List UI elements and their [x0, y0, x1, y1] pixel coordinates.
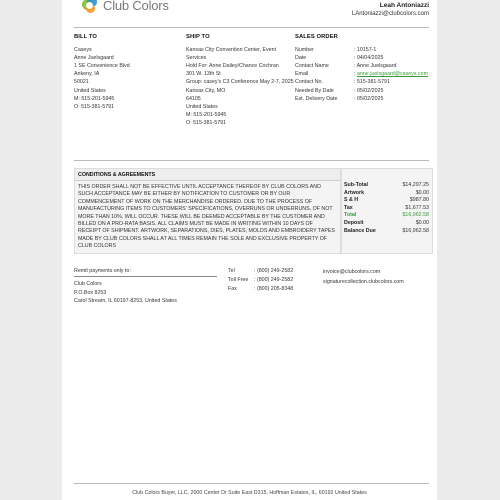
ship-to-line: 301 W. 13th St: [186, 71, 221, 78]
sales-order-row: [295, 95, 428, 103]
ship-to-line: O: 515-381-5791: [186, 119, 227, 126]
totals-value: $1,677.53: [405, 204, 429, 211]
phone-value: : (800) 205-8348: [254, 286, 294, 293]
bill-to-line: Anne Juelsgaard: [74, 55, 114, 62]
sales-order-row: [295, 46, 428, 54]
bill-to-line: O: 515-381-5791: [74, 103, 115, 110]
bill-to-section: [74, 33, 174, 111]
section-divider: [74, 160, 429, 161]
email-prefix: :: [354, 71, 357, 78]
ship-to-line: Hold For: Anne Dailey/Chance Cochran: [186, 63, 279, 70]
totals-value: $0.00: [415, 219, 429, 226]
totals-value: $0.00: [415, 189, 429, 196]
sales-order-row: [295, 78, 428, 86]
contact-email[interactable]: LAntoniazzi@clubcolors.com: [351, 11, 429, 17]
ship-to-line: Kansas City Convention Center, Event Services: [186, 47, 277, 62]
totals-row: [344, 190, 429, 198]
ship-to-line: M: 515-201-5945: [186, 111, 227, 118]
sales-order-value: : 515-381-5791: [354, 79, 390, 86]
sales-order-value: : 05/02/2025: [354, 95, 384, 102]
bill-to-line: 50021: [74, 79, 89, 86]
ship-to-line: 64105: [186, 95, 201, 102]
logo-mark-icon: [80, 0, 100, 15]
phone-label: Tel: [228, 268, 235, 274]
phone-label: Toll Free: [228, 277, 249, 284]
bill-to-line: United States: [74, 87, 106, 94]
sales-order-label: Needed By Date: [295, 87, 334, 94]
sales-order-section: [295, 33, 435, 103]
sales-order-value: : 10157-1: [354, 47, 377, 54]
invoice-email-link[interactable]: invoice@clubcolors.com: [323, 269, 381, 275]
bill-to-line: M: 515-201-5945: [74, 95, 115, 102]
web-section: [323, 267, 404, 287]
sales-order-title: SALES ORDER: [295, 34, 338, 40]
sales-order-label: Contact No.: [295, 79, 323, 86]
conditions-text: THIS ORDER SHALL NOT BE EFFECTIVE UNTIL ACCEPTANCE THEREOF BY CLUB COLORS AND SUCH ACCEPTANCE MAY BE EITHER BY NOTIFICATION TO CUSTOMER OR BY OUR COMMENCEMENT OF WORK ON THE MERCHANDISE ORDERED. DUE TO THE PROCESS OF MANUFACTURING ITEMS TO CUSTOMERS' SPECIFICATIONS, OVERRUNS OR UNDERRUNS, OF NOT MORE THAN 10%, WILL OCCUR. THESE WILL BE DEEMED ACCEPTABLE BY THE CUSTOMER AND BILLED ON A PRO-RATA BASIS. ALL CLAIMS MUST BE MADE IN WRITING WITHIN 10 DAYS OF RECEIPT OF SHIPMENT. ARTWORK, SEPARATIONS, DIES, PLATES, MOLDS AND EMBROIDERY TAPES MADE BY CLUB COLORS SHALL AT ALL TIMES REMAIN THE SOLE AND EXCLUSIVE PROPERTY OF CLUB COLORS: [78, 184, 335, 250]
document-page: [62, 0, 437, 500]
bill-to-line: 1 SE Convenience Blvd: [74, 63, 130, 70]
phone-label: Fax: [228, 286, 237, 293]
phone-row: [228, 267, 293, 276]
totals-label: Sub-Total: [344, 182, 369, 188]
footer-address: Club Colors Buyer, LLC, 2000 Center Dr Suite East D315, Hoffman Estates, IL, 60192 United States: [132, 490, 367, 496]
ship-to-line: Kansas City, MO: [186, 87, 226, 94]
phone-row: [228, 285, 293, 294]
sales-order-table: [295, 46, 428, 103]
totals-table: [344, 182, 429, 235]
sales-order-label: Number: [295, 47, 314, 54]
totals-row: [344, 220, 429, 228]
sales-order-row: [295, 54, 428, 62]
totals-label: Tax: [344, 204, 353, 211]
sales-order-value: : Anne Juelsgaard: [354, 63, 397, 70]
sales-order-row: [295, 70, 428, 78]
sales-order-value: : 04/04/2025: [354, 55, 384, 62]
bill-to-title: BILL TO: [74, 34, 98, 40]
sales-order-label: Email: [295, 71, 309, 78]
logo-text: Club Colors: [103, 0, 169, 13]
phone-value: : (800) 249-2582: [254, 277, 294, 284]
club-colors-logo: [80, 0, 169, 16]
header-divider: [74, 27, 429, 28]
footer-divider: [74, 483, 429, 484]
totals-row: [344, 205, 429, 213]
bill-to-line: Caseys: [74, 47, 92, 54]
customer-email-link[interactable]: anne.juelsgaard@caseys.com: [356, 71, 428, 78]
totals-value: $14,297.25: [402, 182, 429, 188]
ship-to-line: Group: casey's C3 Conference May 2-7, 2025: [186, 79, 294, 86]
totals-row-total: [344, 212, 429, 220]
phone-section: [228, 267, 293, 294]
remit-heading: Remit payments only to:: [74, 267, 217, 277]
totals-value: $987.80: [409, 197, 429, 204]
sales-order-value: [354, 70, 428, 78]
sales-order-label: Date: [295, 55, 307, 62]
bill-to-line: Ankeny, IA: [74, 71, 100, 78]
remit-line: Club Colors: [74, 281, 102, 288]
totals-value: $16,962.58: [402, 212, 429, 219]
totals-label: Total: [344, 212, 357, 219]
remit-line: Carol Stream, IL 60197-8253, United States: [74, 297, 177, 304]
ship-to-line: United States: [186, 103, 218, 110]
totals-row: [344, 182, 429, 190]
sales-order-row: [295, 87, 428, 95]
remit-line: P.O.Box 8253: [74, 289, 107, 296]
sales-order-label: Contact Name: [295, 63, 329, 70]
ship-to-section: [186, 33, 294, 127]
sales-order-label: Est. Delivery Date: [295, 95, 338, 102]
totals-row: [344, 228, 429, 236]
sales-order-row: [295, 62, 428, 70]
ship-to-title: SHIP TO: [186, 34, 210, 40]
conditions-title: CONDITIONS & AGREEMENTS: [75, 169, 340, 181]
conditions-box: [74, 168, 341, 254]
sales-order-value: : 05/02/2025: [354, 87, 384, 94]
totals-label: S & H: [344, 197, 359, 204]
totals-box: [341, 168, 433, 254]
totals-label: Balance Due: [344, 227, 376, 234]
website-link[interactable]: signaturecollection.clubcolors.com: [323, 279, 404, 286]
totals-label: Artwork: [344, 189, 365, 196]
totals-label: Deposit: [344, 219, 364, 226]
contact-name: Leah Antoniazzi: [379, 2, 429, 9]
phone-row: [228, 276, 293, 285]
totals-row: [344, 197, 429, 205]
remit-section: [74, 267, 217, 305]
totals-value: $16,962.58: [402, 227, 429, 234]
phone-value: : (800) 249-2582: [254, 268, 294, 274]
